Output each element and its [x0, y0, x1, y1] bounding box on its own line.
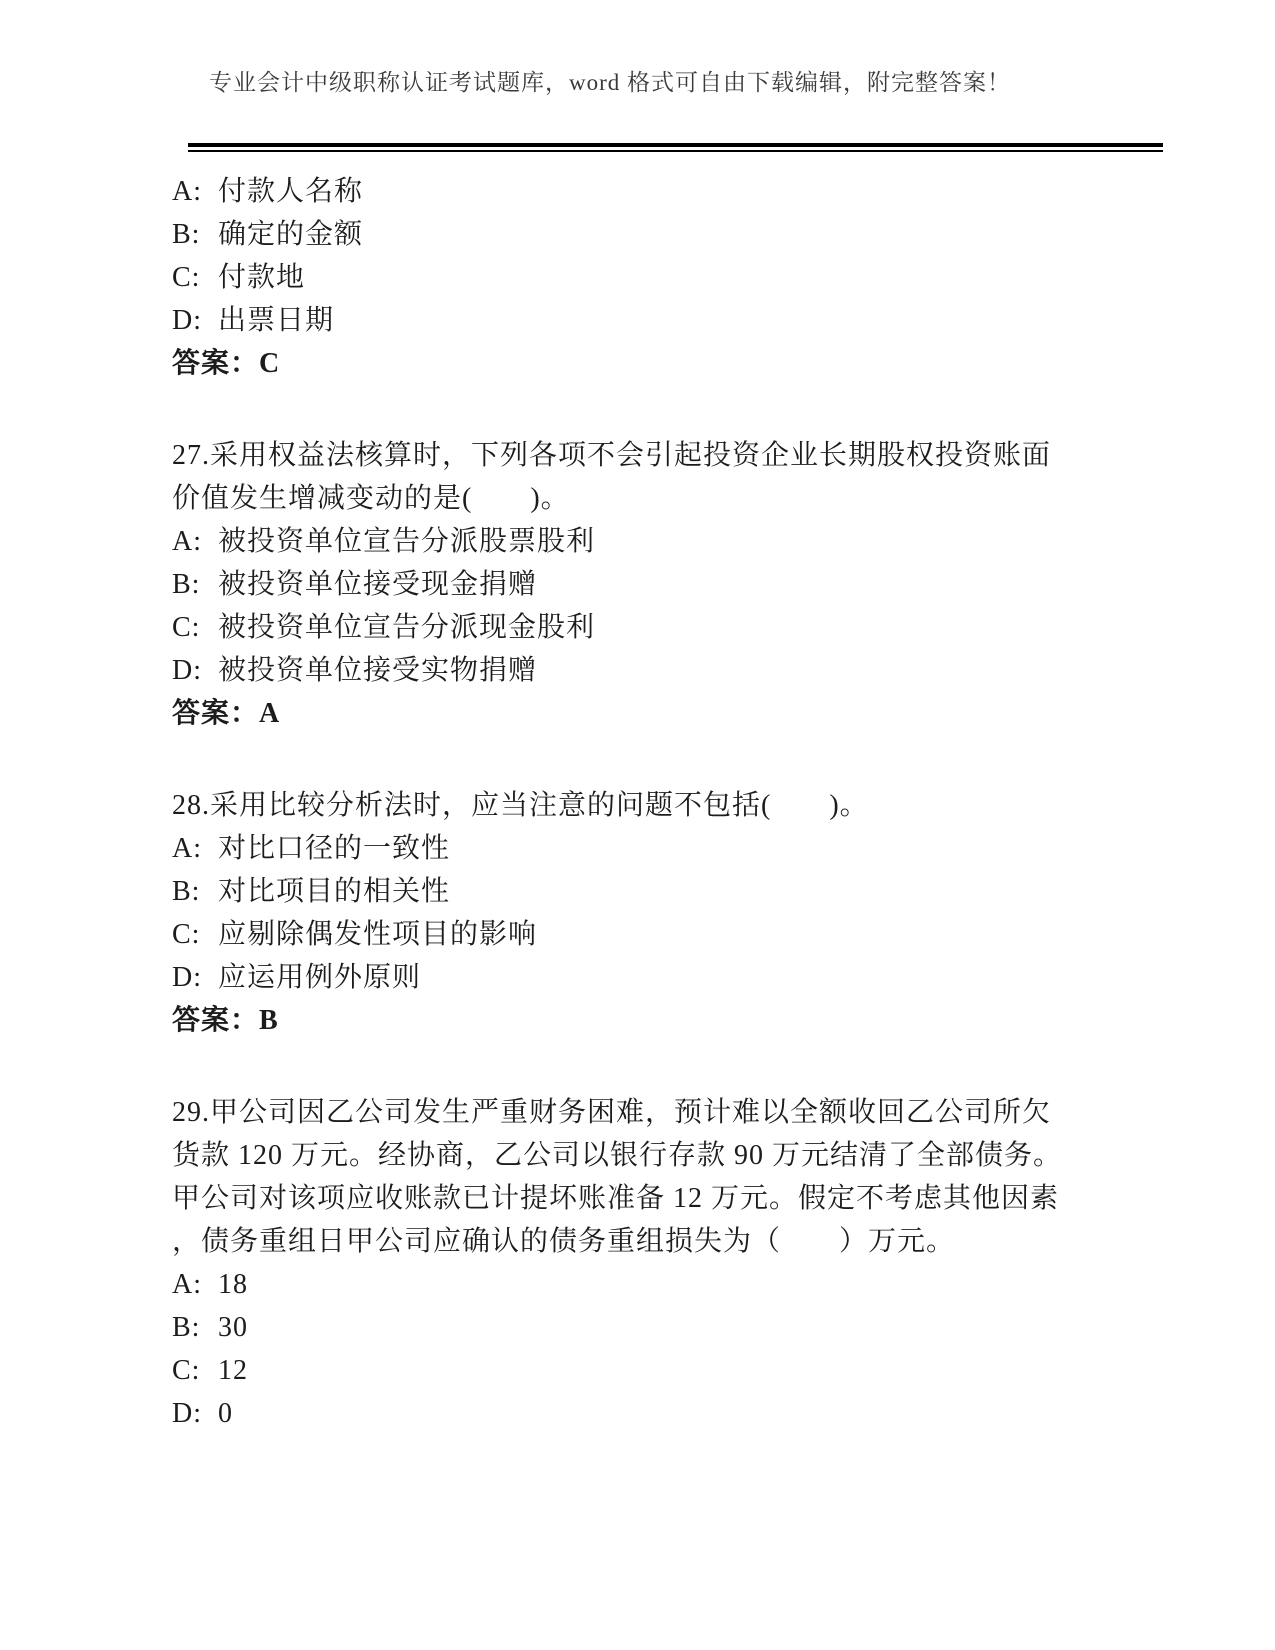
- question-stem-line: 28.采用比较分析法时，应当注意的问题不包括( )。: [172, 790, 869, 821]
- option-text: 被投资单位接受现金捐赠: [218, 569, 538, 600]
- question-block: [172, 170, 1112, 385]
- answer-label: 答案：: [172, 348, 260, 379]
- question-block: [172, 434, 1112, 735]
- option-row: [172, 649, 1112, 692]
- option-row: [172, 956, 1112, 999]
- option-text: 被投资单位宣告分派股票股利: [218, 526, 596, 557]
- option-text: 0: [218, 1398, 233, 1429]
- answer-value: B: [259, 1005, 279, 1036]
- option-label: B:: [172, 569, 201, 600]
- option-label: B:: [172, 876, 201, 907]
- option-row: [172, 1392, 1112, 1435]
- option-text: 被投资单位接受实物捐赠: [218, 655, 538, 686]
- answer-line: [172, 999, 1112, 1042]
- option-row: [172, 563, 1112, 606]
- option-label: A:: [172, 833, 202, 864]
- option-text: 出票日期: [218, 305, 335, 336]
- answer-value: C: [259, 348, 281, 379]
- question-stem-line: 27.采用权益法核算时，下列各项不会引起投资企业长期股权投资账面: [172, 440, 1052, 471]
- option-row: [172, 1263, 1112, 1306]
- page-header-note: 专业会计中级职称认证考试题库，word 格式可自由下载编辑，附完整答案！: [208, 70, 1012, 95]
- answer-line: [172, 342, 1112, 385]
- option-text: 应剔除偶发性项目的影响: [218, 919, 538, 950]
- option-label: C:: [172, 262, 201, 293]
- option-row: [172, 299, 1112, 342]
- option-label: D:: [172, 1398, 202, 1429]
- option-label: A:: [172, 176, 202, 207]
- option-row: [172, 1306, 1112, 1349]
- option-label: C:: [172, 919, 201, 950]
- option-row: [172, 256, 1112, 299]
- answer-line: [172, 692, 1112, 735]
- option-row: [172, 1349, 1112, 1392]
- answer-label: 答案：: [172, 698, 260, 729]
- option-text: 付款地: [218, 262, 306, 293]
- question-stem-line: 价值发生增减变动的是( )。: [172, 483, 570, 514]
- option-label: C:: [172, 612, 201, 643]
- option-row: [172, 606, 1112, 649]
- option-label: D:: [172, 305, 202, 336]
- header-divider: [188, 143, 1163, 152]
- option-text: 对比口径的一致性: [218, 833, 451, 864]
- option-row: [172, 913, 1112, 956]
- option-text: 付款人名称: [218, 176, 364, 207]
- option-label: D:: [172, 962, 202, 993]
- question-stem-line: ，债务重组日甲公司应确认的债务重组损失为（ ）万元。: [172, 1226, 956, 1257]
- option-label: A:: [172, 1269, 202, 1300]
- option-label: A:: [172, 526, 202, 557]
- option-text: 30: [218, 1312, 248, 1343]
- question-block: [172, 1091, 1112, 1435]
- option-text: 应运用例外原则: [218, 962, 422, 993]
- option-label: B:: [172, 1312, 201, 1343]
- answer-value: A: [259, 698, 281, 729]
- option-row: [172, 213, 1112, 256]
- option-label: B:: [172, 219, 201, 250]
- option-row: [172, 520, 1112, 563]
- question-stem-line: 货款 120 万元。经协商，乙公司以银行存款 90 万元结清了全部债务。: [172, 1140, 1063, 1171]
- question-block: [172, 784, 1112, 1042]
- option-text: 12: [218, 1355, 248, 1386]
- option-text: 18: [218, 1269, 248, 1300]
- question-stem-line: 29.甲公司因乙公司发生严重财务困难，预计难以全额收回乙公司所欠: [172, 1097, 1052, 1128]
- document-body: [172, 170, 1112, 1435]
- option-row: [172, 170, 1112, 213]
- option-text: 对比项目的相关性: [218, 876, 451, 907]
- option-label: D:: [172, 655, 202, 686]
- answer-label: 答案：: [172, 1005, 260, 1036]
- option-text: 被投资单位宣告分派现金股利: [218, 612, 596, 643]
- option-label: C:: [172, 1355, 201, 1386]
- option-text: 确定的金额: [218, 219, 364, 250]
- option-row: [172, 827, 1112, 870]
- question-stem-line: 甲公司对该项应收账款已计提坏账准备 12 万元。假定不考虑其他因素: [172, 1183, 1060, 1214]
- option-row: [172, 870, 1112, 913]
